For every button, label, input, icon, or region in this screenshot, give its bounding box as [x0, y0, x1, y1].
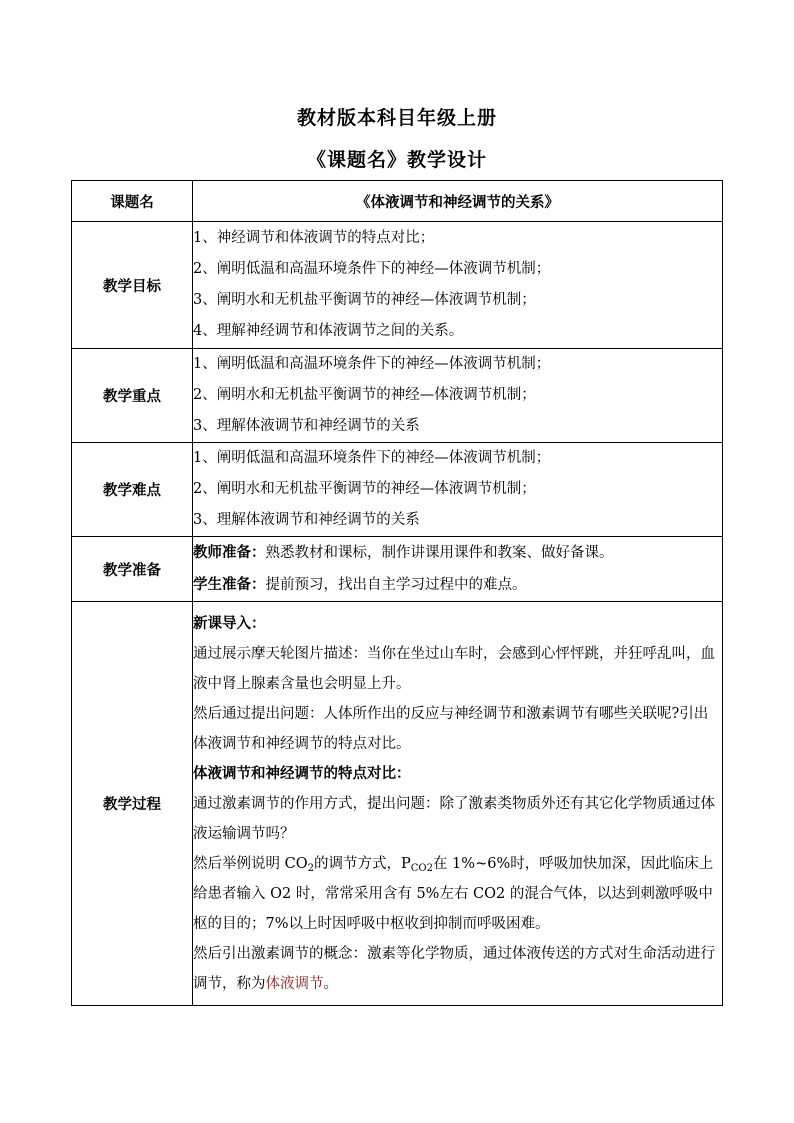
- student-preparation: [193, 569, 722, 601]
- process-paragraph-definition: 然后引出激素调节的概念：激素等化学物质，通过体液传送的方式对生命活动进行调节，称为体液调节。: [193, 945, 715, 992]
- lesson-plan-table: [71, 180, 723, 1006]
- intro-heading: 新课导入：: [193, 614, 266, 632]
- key-point-item: 1、阐明低温和高温环境条件下的神经—体液调节机制；: [193, 356, 551, 372]
- process-label: 教学过程: [72, 602, 193, 1006]
- difficulty-item: 3、理解体液调节和神经调节的关系: [193, 512, 420, 528]
- preparation-content: [193, 537, 723, 602]
- table-row-key-points: [72, 349, 723, 443]
- difficulty-item: 1、阐明低温和高温环境条件下的神经—体液调节机制；: [193, 450, 551, 466]
- topic-label: 课题名: [72, 181, 193, 222]
- process-content: [193, 602, 723, 1006]
- process-paragraph: 通过激素调节的作用方式，提出问题：除了激素类物质外还有其它化学物质通过体液运输调节吗？: [193, 795, 715, 842]
- objective-item: 1、神经调节和体液调节的特点对比；: [193, 230, 435, 246]
- key-point-item: 2、阐明水和无机盐平衡调节的神经—体液调节机制；: [193, 387, 536, 403]
- highlight-term: 体液调节: [265, 975, 324, 992]
- table-row-objectives: [72, 222, 723, 349]
- process-paragraph: 然后通过提出问题：人体所作出的反应与神经调节和激素调节有哪些关联呢?引出体液调节和神经调节的特点对比。: [193, 705, 709, 752]
- difficulties-content: [193, 443, 723, 537]
- difficulty-item: 2、阐明水和无机盐平衡调节的神经—体液调节机制；: [193, 481, 536, 497]
- process-paragraph-co2: 然后举例说明 $CO_2$的调节方式，$P_{CO2}$在 1%~6%时，呼吸加快加深，因此临床上给患者输入 O2 时，常常采用含有 5%左右 CO2 的混合气体，以达到刺激呼吸中枢的目的；7%以上时因呼吸中枢收到抑制而呼吸困难。: [193, 855, 714, 932]
- objectives-label: 教学目标: [72, 222, 193, 349]
- key-point-item: 3、理解体液调节和神经调节的关系: [193, 418, 420, 434]
- difficulties-label: 教学难点: [72, 443, 193, 537]
- student-preparation-label: 学生准备：: [193, 576, 266, 593]
- process-paragraph: 通过展示摩天轮图片描述：当你在坐过山车时，会感到心怦怦跳，并狂呼乱叫，血液中肾上腺素含量也会明显上升。: [193, 645, 715, 692]
- teacher-preparation: [193, 537, 722, 569]
- topic-value: 《体液调节和神经调节的关系》: [193, 181, 723, 222]
- objective-item: 4、理解神经调节和体液调节之间的关系。: [193, 323, 464, 339]
- objective-item: 2、阐明低温和高温环境条件下的神经—体液调节机制；: [193, 261, 551, 277]
- teacher-preparation-text: 熟悉教材和课标，制作讲课用课件和教案、做好备课。: [265, 545, 614, 561]
- table-row-process: [72, 602, 723, 1006]
- teacher-preparation-label: 教师准备：: [193, 544, 266, 561]
- compare-heading: 体液调节和神经调节的特点对比：: [193, 764, 411, 782]
- objective-item: 3、阐明水和无机盐平衡调节的神经—体液调节机制；: [193, 292, 536, 308]
- document-title: 教材版本科目年级上册: [296, 107, 497, 129]
- objectives-content: [193, 222, 723, 349]
- table-row-difficulties: [72, 443, 723, 537]
- table-row-preparation: [72, 537, 723, 602]
- key-points-label: 教学重点: [72, 349, 193, 443]
- key-points-content: [193, 349, 723, 443]
- document-subtitle: 《课题名》教学设计: [306, 149, 487, 171]
- preparation-label: 教学准备: [72, 537, 193, 602]
- table-row-topic: [72, 181, 723, 222]
- student-preparation-text: 提前预习，找出自主学习过程中的难点。: [265, 577, 527, 593]
